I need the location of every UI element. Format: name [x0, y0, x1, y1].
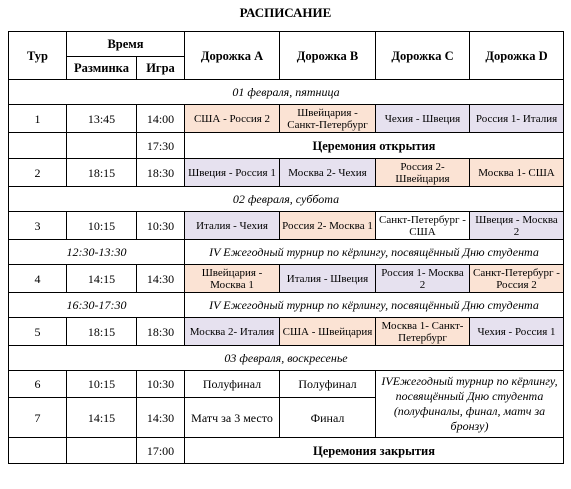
- lane-b-match: Россия 2- Москва 1: [280, 212, 376, 240]
- schedule-table: [8, 31, 564, 464]
- table-row: [9, 371, 564, 398]
- day-heading: 03 февраля, воскресенье: [9, 346, 564, 371]
- warmup-time: 14:15: [67, 398, 137, 438]
- table-row: [9, 293, 564, 318]
- tournament-note: IV Ежегодный турнир по кёрлингу, посвящённый Дню студента: [185, 293, 564, 318]
- game-time: 10:30: [137, 212, 185, 240]
- table-row: [9, 438, 564, 464]
- opening-ceremony: Церемония открытия: [185, 133, 564, 159]
- closing-ceremony: Церемония закрытия: [185, 438, 564, 464]
- lane-d-match: Россия 1- Италия: [470, 105, 564, 133]
- lane-c-match: Россия 1- Москва 2: [376, 265, 470, 293]
- page-title: РАСПИСАНИЕ: [239, 5, 332, 20]
- game-time: 18:30: [137, 159, 185, 187]
- tournament-time: 16:30-17:30: [9, 293, 185, 318]
- lane-a-match: Матч за 3 место: [185, 398, 280, 438]
- finals-note: IVЕжегодный турнир по кёрлингу, посвящённый Дню студента (полуфиналы, финал, матч за бронзу): [376, 371, 564, 438]
- lane-c-match: Россия 2- Швейцария: [376, 159, 470, 187]
- tour-number: 6: [9, 371, 67, 398]
- tour-number: 4: [9, 265, 67, 293]
- header-time: Время: [67, 32, 185, 57]
- lane-a-match: Москва 2- Италия: [185, 318, 280, 346]
- lane-b-match: США - Швейцария: [280, 318, 376, 346]
- tour-number: 2: [9, 159, 67, 187]
- table-row: [9, 159, 564, 187]
- warmup-time: 18:15: [67, 318, 137, 346]
- header-lane-a: Дорожка А: [185, 32, 280, 80]
- day-heading: 01 февраля, пятница: [9, 80, 564, 105]
- tour-number: 3: [9, 212, 67, 240]
- game-time: 14:00: [137, 105, 185, 133]
- lane-a-match: США - Россия 2: [185, 105, 280, 133]
- warmup-time: 18:15: [67, 159, 137, 187]
- tour-number: 7: [9, 398, 67, 438]
- lane-a-match: Италия - Чехия: [185, 212, 280, 240]
- lane-d-match: Санкт-Петербург - Россия 2: [470, 265, 564, 293]
- tour-number: 1: [9, 105, 67, 133]
- lane-c-match: Чехия - Швеция: [376, 105, 470, 133]
- lane-a-match: Швейцария - Москва 1: [185, 265, 280, 293]
- lane-d-match: Москва 1- США: [470, 159, 564, 187]
- game-time: 14:30: [137, 398, 185, 438]
- lane-a-match: Полуфинал: [185, 371, 280, 398]
- lane-c-match: Санкт-Петербург - США: [376, 212, 470, 240]
- table-row: [9, 240, 564, 265]
- game-time: 17:30: [137, 133, 185, 159]
- game-time: 14:30: [137, 265, 185, 293]
- lane-b-match: Финал: [280, 398, 376, 438]
- tournament-note: IV Ежегодный турнир по кёрлингу, посвящённый Дню студента: [185, 240, 564, 265]
- warmup-time: 13:45: [67, 105, 137, 133]
- table-row: [9, 265, 564, 293]
- header-warmup: Разминка: [67, 57, 137, 80]
- header-lane-b: Дорожка B: [280, 32, 376, 80]
- lane-b-match: Италия - Швеция: [280, 265, 376, 293]
- lane-c-match: Москва 1- Санкт-Петербург: [376, 318, 470, 346]
- lane-b-match: Швейцария - Санкт-Петербург: [280, 105, 376, 133]
- table-row: [9, 318, 564, 346]
- lane-d-match: Швеция - Москва 2: [470, 212, 564, 240]
- table-row: [9, 105, 564, 133]
- table-row: [9, 133, 564, 159]
- lane-b-match: Москва 2- Чехия: [280, 159, 376, 187]
- warmup-time: 14:15: [67, 265, 137, 293]
- game-time: 10:30: [137, 371, 185, 398]
- table-row: [9, 212, 564, 240]
- header-lane-d: Дорожка D: [470, 32, 564, 80]
- day-heading: 02 февраля, суббота: [9, 187, 564, 212]
- header-tour: Тур: [9, 32, 67, 80]
- tournament-time: 12:30-13:30: [9, 240, 185, 265]
- game-time: 18:30: [137, 318, 185, 346]
- game-time: 17:00: [137, 438, 185, 464]
- lane-d-match: Чехия - Россия 1: [470, 318, 564, 346]
- tour-number: 5: [9, 318, 67, 346]
- warmup-time: 10:15: [67, 371, 137, 398]
- lane-b-match: Полуфинал: [280, 371, 376, 398]
- warmup-time: 10:15: [67, 212, 137, 240]
- lane-a-match: Швеция - Россия 1: [185, 159, 280, 187]
- header-game: Игра: [137, 57, 185, 80]
- header-lane-c: Дорожка C: [376, 32, 470, 80]
